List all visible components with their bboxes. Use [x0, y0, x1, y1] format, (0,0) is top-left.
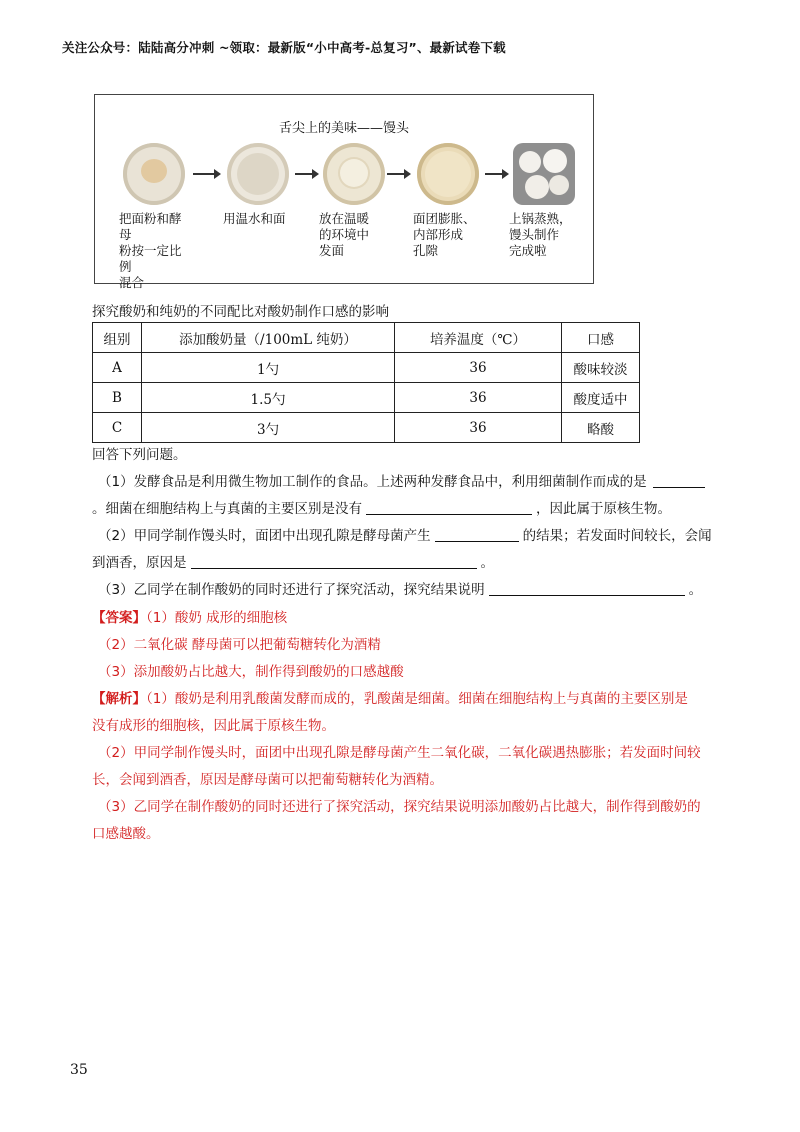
steamed-buns-image: [513, 143, 575, 205]
questions-intro: 回答下列问题。: [92, 447, 187, 463]
answer-label: 【答案】: [92, 610, 146, 626]
step-3: [319, 143, 391, 259]
answer-blank: [489, 581, 685, 596]
table-header-row: [93, 323, 640, 353]
answer-blank: [366, 500, 532, 515]
analysis-label: 【解析】: [92, 691, 146, 707]
table-cell: 1勺: [142, 353, 395, 383]
analysis-line-1: 【解析】（1）酸奶是利用乳酸菌发酵而成的，乳酸菌是细菌。细菌在细胞结构上与真菌的主要区别是: [92, 691, 688, 707]
table-cell: 36: [395, 383, 562, 413]
table-cell: B: [93, 383, 142, 413]
table-cell: 36: [395, 353, 562, 383]
answer-blank: [653, 473, 705, 488]
header-cell: 口感: [562, 323, 640, 353]
table-cell: 略酸: [562, 413, 640, 443]
arrow-4: [485, 173, 507, 175]
step-2: [223, 143, 295, 227]
answer-line-3: （3）添加酸奶占比越大，制作得到酸奶的口感越酸: [98, 664, 404, 680]
table-cell: A: [93, 353, 142, 383]
step-3-caption: 放在温暖 的环境中 发面: [319, 211, 370, 258]
risen-dough-image: [417, 143, 479, 205]
table-cell: 1.5勺: [142, 383, 395, 413]
header-cell: 培养温度（℃）: [395, 323, 562, 353]
yogurt-table: [92, 322, 640, 443]
answer-line-1: 【答案】（1）酸奶 成形的细胞核: [92, 610, 288, 626]
step-5: [509, 143, 581, 259]
page-number: 35: [70, 1062, 88, 1078]
analysis-line-5: （3）乙同学在制作酸奶的同时还进行了探究活动，探究结果说明添加酸奶占比越大，制作得到酸奶的: [98, 799, 701, 815]
table-cell: 酸味较淡: [562, 353, 640, 383]
step-1: [119, 143, 191, 291]
header-cell: 添加酸奶量（/100mL 纯奶）: [142, 323, 395, 353]
analysis-line-3: （2）甲同学制作馒头时，面团中出现孔隙是酵母菌产生二氧化碳，二氧化碳遇热膨胀；若发面时间较: [98, 745, 701, 761]
analysis-line-4: 长，会闻到酒香，原因是酵母菌可以把葡萄糖转化为酒精。: [92, 772, 443, 788]
analysis-line-6: 口感越酸。: [92, 826, 160, 842]
question-3: （3）乙同学在制作酸奶的同时还进行了探究活动，探究结果说明 。: [98, 582, 703, 598]
page-header: 关注公众号：陆陆高分冲刺 ~领取：最新版“小中高考-总复习”、最新试卷下载: [62, 40, 506, 55]
table-row: [93, 413, 640, 443]
answer-line-2: （2）二氧化碳 酵母菌可以把葡萄糖转化为酒精: [98, 637, 381, 653]
dough-bowl-image: [323, 143, 385, 205]
header-cell: 组别: [93, 323, 142, 353]
answer-blank: [435, 527, 519, 542]
question-1-line-1: （1）发酵食品是利用微生物加工制作的食品。上述两种发酵食品中，利用细菌制作而成的是: [98, 470, 705, 490]
question-1-line-2: 。细菌在细胞结构上与真菌的主要区别是没有 ，因此属于原核生物。: [92, 501, 671, 517]
flour-bowl-image: [123, 143, 185, 205]
table-cell: 3勺: [142, 413, 395, 443]
table-cell: 酸度适中: [562, 383, 640, 413]
step-4-caption: 面团膨胀、 内部形成 孔隙: [413, 211, 476, 258]
table-row: [93, 383, 640, 413]
step-2-caption: 用温水和面: [223, 211, 286, 226]
answer-blank: [191, 554, 477, 569]
figure-title: 舌尖上的美味——馒头: [278, 121, 409, 136]
arrow-1: [193, 173, 219, 175]
bun-process-figure: [94, 94, 594, 290]
arrow-2: [295, 173, 317, 175]
question-2-line-2: 到酒香，原因是 。: [92, 555, 494, 571]
table-row: [93, 353, 640, 383]
step-4: [413, 143, 485, 259]
mixing-bowl-image: [227, 143, 289, 205]
step-1-caption: 把面粉和酵母 粉按一定比例 混合: [119, 211, 182, 290]
table-title: 探究酸奶和纯奶的不同配比对酸奶制作口感的影响: [92, 304, 389, 320]
table-cell: C: [93, 413, 142, 443]
arrow-3: [387, 173, 409, 175]
table-cell: 36: [395, 413, 562, 443]
question-2-line-1: （2）甲同学制作馒头时，面团中出现孔隙是酵母菌产生 的结果；若发面时间较长，会闻: [98, 528, 712, 544]
step-5-caption: 上锅蒸熟， 馒头制作 完成啦: [509, 211, 572, 258]
analysis-line-2: 没有成形的细胞核，因此属于原核生物。: [92, 718, 335, 734]
